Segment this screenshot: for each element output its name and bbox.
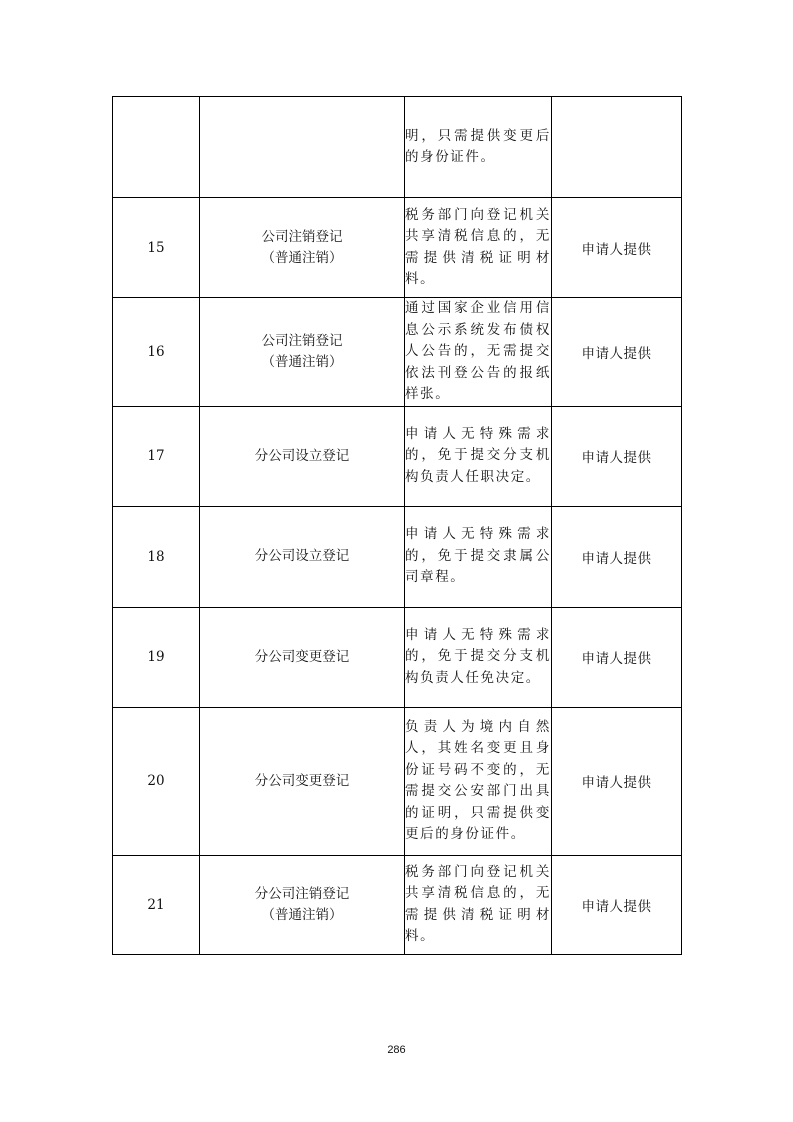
table-row (113, 406, 682, 506)
item-name (200, 97, 405, 198)
table-row (113, 855, 682, 954)
row-number: 21 (113, 855, 200, 954)
item-name (200, 298, 405, 407)
row-number: 15 (113, 198, 200, 298)
item-name (200, 607, 405, 707)
item-name (200, 855, 405, 954)
description: 通过国家企业信用信息公示系统发布债权人公告的，无需提交依法刊登公告的报纸样张。 (405, 298, 552, 407)
table-row (113, 298, 682, 407)
source: 申请人提供 (552, 607, 682, 707)
table-row (113, 198, 682, 298)
description: 申请人无特殊需求的，免于提交分支机构负责人任职决定。 (405, 406, 552, 506)
item-name-line: 分公司注销登记 (254, 885, 350, 902)
source (552, 97, 682, 198)
description: 申请人无特殊需求的，免于提交分支机构负责人任免决定。 (405, 607, 552, 707)
source: 申请人提供 (552, 707, 682, 855)
page-number: 286 (387, 1044, 406, 1056)
table-row (113, 506, 682, 607)
item-name-line: （普通注销） (261, 249, 343, 266)
item-name-line: 公司注销登记 (261, 228, 343, 245)
item-name-line: （普通注销） (261, 906, 343, 923)
row-number: 17 (113, 406, 200, 506)
table-row (113, 707, 682, 855)
description: 明，只需提供变更后的身份证件。 (405, 97, 552, 198)
row-number: 19 (113, 607, 200, 707)
item-name-line: 分公司设立登记 (254, 548, 350, 564)
description: 税务部门向登记机关共享清税信息的，无需提供清税证明材料。 (405, 198, 552, 298)
item-name-line: 公司注销登记 (261, 332, 343, 349)
item-name-line: 分公司设立登记 (254, 447, 350, 464)
item-name (200, 707, 405, 855)
source: 申请人提供 (552, 298, 682, 407)
item-name (200, 406, 405, 506)
source: 申请人提供 (552, 506, 682, 607)
item-name (200, 198, 405, 298)
row-number: 16 (113, 298, 200, 407)
item-name (200, 506, 405, 607)
item-name-line: 分公司变更登记 (254, 648, 350, 665)
source: 申请人提供 (552, 855, 682, 954)
item-name-line: 分公司变更登记 (254, 772, 350, 789)
description: 负责人为境内自然人，其姓名变更且身份证号码不变的，无需提交公安部门出具的证明，只需提供变更后的身份证件。 (405, 707, 552, 855)
row-number: 20 (113, 707, 200, 855)
source: 申请人提供 (552, 406, 682, 506)
item-name-line: （普通注销） (261, 353, 343, 370)
materials-table (112, 96, 682, 955)
source: 申请人提供 (552, 198, 682, 298)
table-row (113, 607, 682, 707)
row-number (113, 97, 200, 198)
description: 申请人无特殊需求的，免于提交隶属公司章程。 (405, 506, 552, 607)
row-number: 18 (113, 506, 200, 607)
table-row (113, 97, 682, 198)
description: 税务部门向登记机关共享清税信息的，无需提供清税证明材料。 (405, 855, 552, 954)
